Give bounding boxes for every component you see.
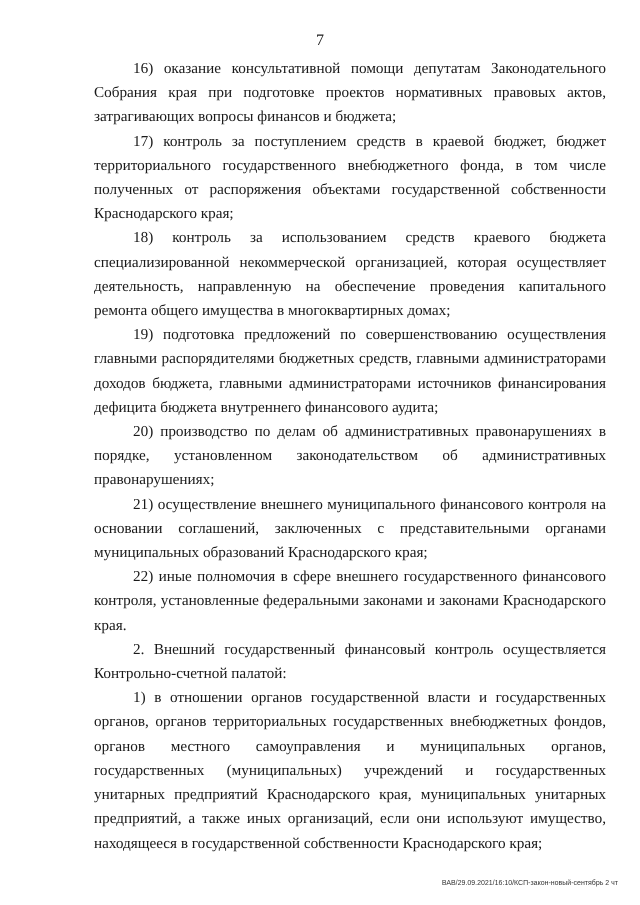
- paragraph-18: 18) контроль за использованием средств краевого бюджета специализированной некоммерческой организацией, которая осуществляет деятельность, направленную на обеспечение проведения капитального ремонта общего имущества в многоквартирных домах;: [94, 229, 606, 320]
- paragraph-16: 16) оказание консультативной помощи депутатам Законодательного Собрания края при подготовке проектов нормативных правовых актов, затрагивающих вопросы финансов и бюджета;: [94, 60, 606, 126]
- section-2-heading: 2. Внешний государственный финансовый контроль осуществляется Контрольно-счетной палатой:: [94, 640, 606, 683]
- page-number: 7: [316, 32, 324, 49]
- paragraph-21: 21) осуществление внешнего муниципального финансового контроля на основании соглашений, заключенных с представительными органами муниципальных образований Краснодарского края;: [94, 495, 606, 562]
- paragraph-17: 17) контроль за поступлением средств в краевой бюджет, бюджет территориального государственного внебюджетного фонда, в том числе полученных от распоряжения объектами государственной собственности Краснодарского края;: [94, 132, 606, 223]
- paragraph-1: 1) в отношении органов государственной власти и государственных органов, органов территориальных государственных внебюджетных фондов, органов местного самоуправления и муниципальных органов, государственных (муниципальных) учреждений и государственных унитарных предприятий Краснодарского края, муниципальных унитарных предприятий, а также иных организаций, если они используют имущество, находящееся в государственной собственности Краснодарского края;: [94, 689, 606, 852]
- paragraph-20: 20) производство по делам об административных правонарушениях в порядке, установленном законодательством об административных правонарушениях;: [94, 423, 606, 489]
- footer-stamp: ВАВ/29.09.2021/16:10/КСП-закон-новый-сентябрь 2 чт: [441, 880, 618, 887]
- paragraph-19: 19) подготовка предложений по совершенствованию осуществления главными распорядителями бюджетных средств, главными администраторами доходов бюджета, главными администраторами источников финансирования дефицита бюджета внутреннего финансового аудита;: [94, 326, 606, 416]
- document-body: [94, 57, 606, 856]
- paragraph-22: 22) иные полномочия в сфере внешнего государственного финансового контроля, установленные федеральными законами и законами Краснодарского края.: [94, 568, 606, 634]
